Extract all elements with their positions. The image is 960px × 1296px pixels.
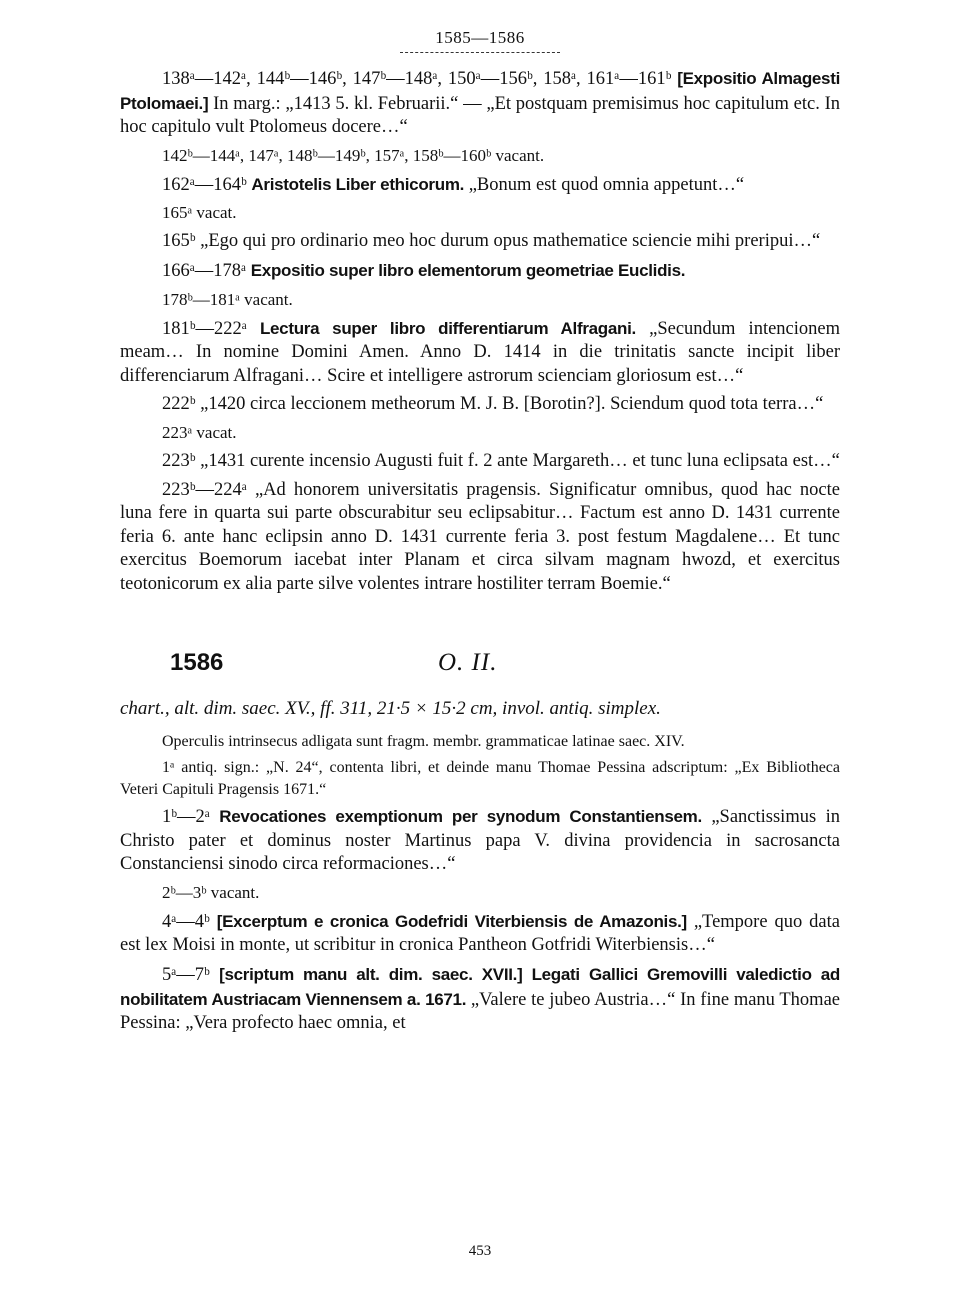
folio-range: 166ᵃ—178ᵃ: [162, 260, 247, 281]
vacant-note: 178ᵇ—181ᵃ vacant.: [162, 289, 293, 309]
entry-title: Revocationes exemptionum per synodum Constantiensem.: [219, 807, 702, 826]
entry-text: „Ad honorem universitatis pragensis. Significatur omnibus, quod hac nocte luna fere in quarta sui parte obscurabitur seu eclipsabitur… Factum est anno D. 1431 currente feria 6. ante hanc eclipsin anno D. 1431 currente feria 3. post festum Magdalene… Et tunc exercitus Boemorum iacebat inter Planam et circa silvam magnam hwozd, et exercitus teotonicorum ex alia parte silve volentes intrare hostiliter terram Boemie.“: [120, 479, 840, 594]
entry-text: „1431 curente incensio Augusti fuit f. 2 ante Margareth… et tunc luna eclipsata est…“: [200, 450, 840, 471]
manuscript-number: 1586: [170, 648, 224, 676]
entry-title: [Expositio Almagesti Ptolomaei.]: [120, 69, 840, 113]
entry-text: „Tempore quo data est lex Moisi in monte, ut scribitur in cronica Pantheon Gotfridi Witerbiensis…“: [120, 911, 840, 956]
catalogue-entry: [120, 963, 840, 1036]
manuscript-description: chart., alt. dim. saec. XV., ff. 311, 21·5 × 15·2 cm, invol. antiq. simplex.: [120, 697, 661, 719]
entry-title: Expositio super libro elementorum geometriae Euclidis.: [250, 260, 686, 280]
page-number: 453: [468, 1243, 492, 1259]
folio-range: 138ᵃ—142ᵃ, 144ᵇ—146ᵇ, 147ᵇ—148ᵃ, 150ᵃ—156ᵇ, 158ᵃ, 161ᵃ—161ᵇ: [162, 69, 672, 89]
folio-range: 223ᵇ—224ᵃ: [162, 479, 247, 500]
folio-range: 4ᵃ—4ᵇ: [162, 911, 210, 932]
entry-text: In marg.: „1413 5. kl. Februarii.“ — „Et postquam premisimus hoc capitulum etc. In hoc capitulo vult Ptolomeus docere…“: [120, 93, 840, 138]
folio-range: 5ᵃ—7ᵇ: [162, 964, 210, 985]
catalogue-entry: [120, 173, 840, 198]
catalogue-entry: [120, 805, 840, 877]
entry-text: „Bonum est quod omnia appetunt…“: [468, 174, 745, 195]
entry-text: „Secundum intencionem meam… In nomine Domini Amen. Anno D. 1414 in die trinitatis sancte incipit liber differenciarum Alfragani… Scire et intelligere astrorum scienciam gloriosum est…“: [120, 318, 840, 386]
entry-text: „Sanctissimus in Christo pater et dominus noster Martinus papa V. divina providencia in sacrosancta Constanciensi sinodo circa reformaciones…“: [120, 807, 840, 875]
catalogue-entry: [120, 910, 840, 958]
catalogue-entry: [120, 230, 840, 254]
folio-range: 165ᵇ: [162, 231, 196, 252]
catalogue-entry: [120, 393, 840, 417]
entry-text: „1420 circa leccionem metheorum M. J. B. [Borotin?]. Sciendum quod tota terra…“: [200, 394, 824, 415]
catalogue-entry: [120, 757, 840, 800]
catalogue-entry: [120, 479, 840, 597]
running-head: 1585—1586: [400, 28, 560, 53]
folio-range: 181ᵇ—222ᵃ: [162, 318, 247, 339]
folio-range: 162ᵃ—164ᵇ: [162, 174, 247, 195]
entry-title: Lectura super libro differentiarum Alfragani.: [259, 318, 636, 338]
vacant-note: 165ᵃ vacat.: [162, 203, 237, 223]
entries-1586: [120, 731, 840, 1036]
folio-range: 1ᵃ: [162, 759, 175, 776]
entry-text: „Valere te jubeo Austria…“ In fine manu Thomae Pessina: „Vera profecto haec omnia, et: [120, 989, 840, 1034]
catalogue-entry: [120, 317, 840, 389]
page: [120, 28, 840, 1041]
entry-title: [scriptum manu alt. dim. saec. XVII.] Legati Gallici Gremovilli valedictio ad nobilitatem Austriacam Viennensem a. 1671.: [120, 964, 841, 1009]
folio-range: 223ᵇ: [162, 450, 196, 471]
entry-title: [Excerptum e cronica Godefridi Viterbiensis de Amazonis.]: [216, 911, 687, 931]
entries-1585: [120, 67, 840, 597]
entry-text: antiq. sign.: „N. 24“, contenta libri, et deinde manu Thomae Pessina adscriptum: „Ex Bibliotheca Veteri Capituli Pragensis 1671.“: [120, 759, 841, 798]
manuscript-signature: O. II.: [438, 648, 498, 676]
catalogue-entry: [120, 67, 840, 140]
entry-text: „Ego qui pro ordinario meo hoc durum opus mathematice sciencie mihi preripui…“: [200, 231, 821, 252]
catalogue-entry: [120, 731, 840, 753]
vacant-note: 2ᵇ—3ᵇ vacant.: [162, 882, 260, 902]
vacant-note: 142ᵇ—144ᵃ, 147ᵃ, 148ᵇ—149ᵇ, 157ᵃ, 158ᵇ—160ᵇ vacant.: [162, 145, 545, 165]
vacant-note: 223ᵃ vacat.: [162, 422, 237, 442]
catalogue-entry: [120, 259, 840, 284]
folio-range: 1ᵇ—2ᵃ: [162, 807, 210, 827]
entry-text: Operculis intrinsecus adligata sunt fragm. membr. grammaticae latinae saec. XIV.: [162, 732, 685, 750]
catalogue-entry: [120, 450, 840, 474]
folio-range: 222ᵇ: [162, 394, 196, 415]
manuscript-heading: [120, 649, 840, 689]
entry-title: Aristotelis Liber ethicorum.: [251, 174, 465, 194]
